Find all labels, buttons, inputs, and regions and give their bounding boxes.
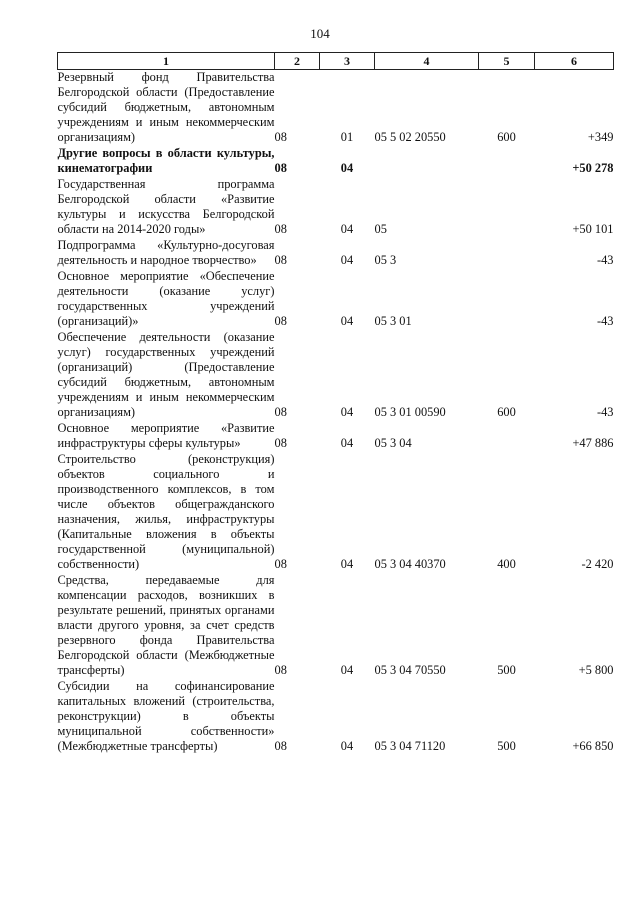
row-section-code: 08: [274, 405, 287, 419]
column-header: 2: [275, 53, 320, 70]
column-header: 4: [375, 53, 479, 70]
row-target-code: 05 3: [374, 253, 397, 267]
row-expense-type: 400: [497, 557, 516, 571]
page-number: 104: [310, 26, 330, 41]
table-row: [58, 421, 614, 452]
table-row: [58, 452, 614, 573]
row-target-code: 05 3 01 00590: [374, 405, 446, 419]
row-description: Подпрограмма «Культурно-досуговая деятельность и народное творчество»: [57, 238, 275, 267]
row-target-code: 05 3 04 71120: [374, 739, 446, 753]
row-amount: -43: [596, 405, 614, 419]
row-expense-type: [479, 269, 535, 330]
row-expense-type: [479, 146, 535, 177]
row-description: Другие вопросы в области культуры, кинематографии: [57, 146, 275, 175]
row-amount: -2 420: [581, 557, 614, 571]
row-description: Резервный фонд Правительства Белгородской области (Предоставление субсидий бюджетным, автономным учреждениям и иным некоммерческим организациям): [57, 70, 275, 144]
table-row: [58, 70, 614, 147]
row-target-code: 05 3 04: [374, 436, 412, 450]
row-expense-type: 500: [497, 739, 516, 753]
row-subsection-code: 04: [340, 557, 354, 571]
row-amount: +5 800: [578, 663, 614, 677]
row-expense-type: [479, 421, 535, 452]
budget-table: [57, 52, 614, 755]
row-subsection-code: 04: [340, 436, 354, 450]
row-amount: +66 850: [572, 739, 614, 753]
row-section-code: 08: [274, 557, 287, 571]
row-description: Строительство (реконструкция) объектов социального и производственного комплексов, в том числе объектов общегражданского назначения, жилья, инфраструктуры (Капитальные вложения в объекты государственной (муниципальной) собственности): [57, 452, 275, 571]
row-amount: +50 278: [572, 161, 614, 175]
table-header-row: [58, 53, 614, 70]
row-section-code: 08: [274, 739, 287, 753]
row-expense-type: [479, 177, 535, 238]
table-row: [58, 177, 614, 238]
row-target-code: 05 3 04 70550: [374, 663, 446, 677]
row-expense-type: 600: [497, 405, 516, 419]
table-row: [58, 238, 614, 269]
row-description: Средства, передаваемые для компенсации расходов, возникших в результате решений, принятых органами власти другого уровня, за счет средств резервного фонда Правительства Белгородской области (Межбюджетные трансферты): [57, 573, 275, 677]
row-section-code: 08: [274, 436, 287, 450]
row-subsection-code: 04: [340, 253, 354, 267]
column-header: 5: [479, 53, 535, 70]
row-subsection-code: 04: [340, 663, 354, 677]
row-section-code: 08: [274, 253, 287, 267]
row-target-code: [375, 146, 479, 177]
row-subsection-code: 04: [340, 314, 354, 328]
column-header: 6: [535, 53, 614, 70]
row-subsection-code: 04: [340, 405, 354, 419]
row-amount: +349: [587, 130, 614, 144]
row-amount: -43: [596, 314, 614, 328]
row-section-code: 08: [274, 314, 287, 328]
row-subsection-code: 04: [340, 161, 354, 175]
row-target-code: 05 3 04 40370: [374, 557, 446, 571]
table-row: [58, 573, 614, 679]
row-amount: +47 886: [572, 436, 614, 450]
row-description: Субсидии на софинансирование капитальных вложений (строительства, реконструкции) в объекты муниципальной собственности» (Межбюджетные трансферты): [57, 679, 275, 753]
row-target-code: 05 5 02 20550: [374, 130, 446, 144]
table-row: [58, 679, 614, 755]
row-target-code: 05: [374, 222, 387, 236]
table-row: [58, 330, 614, 421]
table-row: [58, 269, 614, 330]
row-section-code: 08: [274, 130, 287, 144]
row-description: Государственная программа Белгородской области «Развитие культуры и искусства Белгородской области на 2014-2020 годы»: [57, 177, 275, 236]
row-description: Основное мероприятие «Обеспечение деятельности (оказание услуг) государственных учреждений (организаций)»: [57, 269, 275, 328]
row-section-code: 08: [274, 161, 287, 175]
row-expense-type: [479, 238, 535, 269]
row-amount: -43: [596, 253, 614, 267]
row-description: Обеспечение деятельности (оказание услуг) государственных учреждений (организаций) (Предоставление субсидий бюджетным, автономным учреждениям и иным некоммерческим организациям): [57, 330, 275, 419]
column-header: 3: [320, 53, 375, 70]
row-section-code: 08: [274, 222, 287, 236]
row-subsection-code: 04: [340, 222, 354, 236]
column-header: 1: [58, 53, 275, 70]
row-subsection-code: 01: [340, 130, 354, 144]
row-expense-type: 500: [497, 663, 516, 677]
row-description: Основное мероприятие «Развитие инфраструктуры сферы культуры»: [57, 421, 275, 450]
row-subsection-code: 04: [340, 739, 354, 753]
table-row: [58, 146, 614, 177]
row-amount: +50 101: [572, 222, 614, 236]
row-expense-type: 600: [497, 130, 516, 144]
row-target-code: 05 3 01: [374, 314, 412, 328]
row-section-code: 08: [274, 663, 287, 677]
